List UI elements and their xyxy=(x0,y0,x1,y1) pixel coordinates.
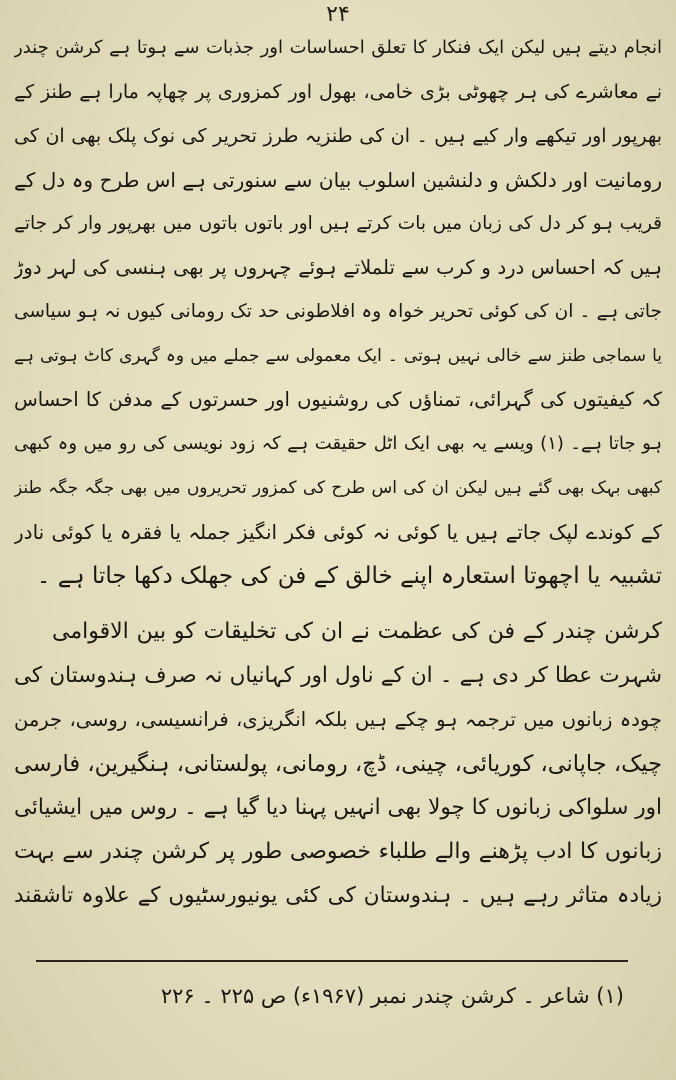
text-line: یا سماجی طنز سے خالی نہیں ہوتی ۔ ایک معمولی سے جملے میں وہ گہری کاٹ ہوتی ہے xyxy=(14,346,662,366)
text-line: رومانیت اور دلکش و دلنشین اسلوب بیان سے سنورتی ہے اس طرح وہ دل کے xyxy=(14,168,662,192)
text-line: کہ کیفیتوں کی گہرائی، تمناؤں کی روشنیوں اور حسرتوں کے مدفن کا احساس xyxy=(14,388,662,411)
text-line: زبانوں کا ادب پڑھنے والے طلباء خصوصی طور پر کرشن چندر سے بہت xyxy=(14,839,662,864)
text-line: بھرپور اور تیکھے وار کیے ہیں ۔ ان کی طنزیہ طرز تحریر کی نوک پلک بھی ان کی xyxy=(14,125,662,147)
text-line: چیک، جاپانی، کوریائی، چینی، ڈچ، رومانی، پولستانی، ہنگیرین، فارسی xyxy=(14,751,662,777)
text-line: قریب ہو کر دل کی زبان میں بات کرتے ہیں اور باتوں باتوں میں بھرپور وار کر جاتے xyxy=(14,213,662,234)
text-line: اور سلواکی زبانوں کا چولا بھی انہیں پہنا دیا گیا ہے ۔ روس میں ایشیائی xyxy=(14,795,662,820)
footnote-divider xyxy=(36,960,628,962)
text-line: کرشن چندر کے فن کی عظمت نے ان کی تخلیقات کو بین الاقوامی xyxy=(52,619,662,644)
text-line: شہرت عطا کر دی ہے ۔ ان کے ناول اور کہانیاں نہ صرف ہندوستان کی xyxy=(14,663,662,688)
text-line: چودہ زبانوں میں ترجمہ ہو چکے ہیں بلکہ انگریزی، فرانسیسی، روسی، جرمن xyxy=(14,708,662,731)
page-number: ۲۴ xyxy=(326,2,350,27)
text-line: نے معاشرے کی ہر چھوٹی بڑی خامی، بھول اور کمزوری پر چھاپہ مارا ہے طنز کے xyxy=(14,81,662,103)
text-line: جاتی ہے ۔ ان کی کوئی تحریر خواہ وہ افلاطونی حد تک رومانی کیوں نہ ہو سیاسی xyxy=(14,301,662,322)
text-line: کبھی بہک بھی گئے ہیں لیکن ان کی اس طرح کی کمزور تحریروں میں بھی جگہ جگہ طنز xyxy=(14,478,662,498)
text-line: تشبیہ یا اچھوتا استعارہ اپنے خالق کے فن کی جھلک دکھا جاتا ہے ۔ xyxy=(36,563,662,589)
text-line: زیادہ متاثر رہے ہیں ۔ ہندوستان کی کئی یونیورسٹیوں کے علاوہ تاشقند xyxy=(14,883,662,908)
text-line: انجام دیتے ہیں لیکن ایک فنکار کا تعلق احساسات اور جذبات سے ہوتا ہے کرشن چندر xyxy=(14,37,662,58)
text-line: ہیں کہ احساس درد و کرب سے تلملاتے ہوئے چہروں پر بھی ہنسی کی لہر دوڑ xyxy=(14,256,662,279)
text-line: ہو جاتا ہے۔ (۱) ویسے یہ بھی ایک اٹل حقیقت ہے کہ زود نویسی کی رو میں وہ کبھی xyxy=(14,433,662,454)
text-line: کے کوندے لپک جاتے ہیں یا کوئی نہ کوئی فکر انگیز جملہ یا فقرہ یا کوئی نادر xyxy=(14,520,662,544)
footnote: (۱) شاعر ۔ کرشن چندر نمبر (۱۹۶۷ء) ص ۲۲۵ ۔ ۲۲۶ xyxy=(160,984,624,1008)
